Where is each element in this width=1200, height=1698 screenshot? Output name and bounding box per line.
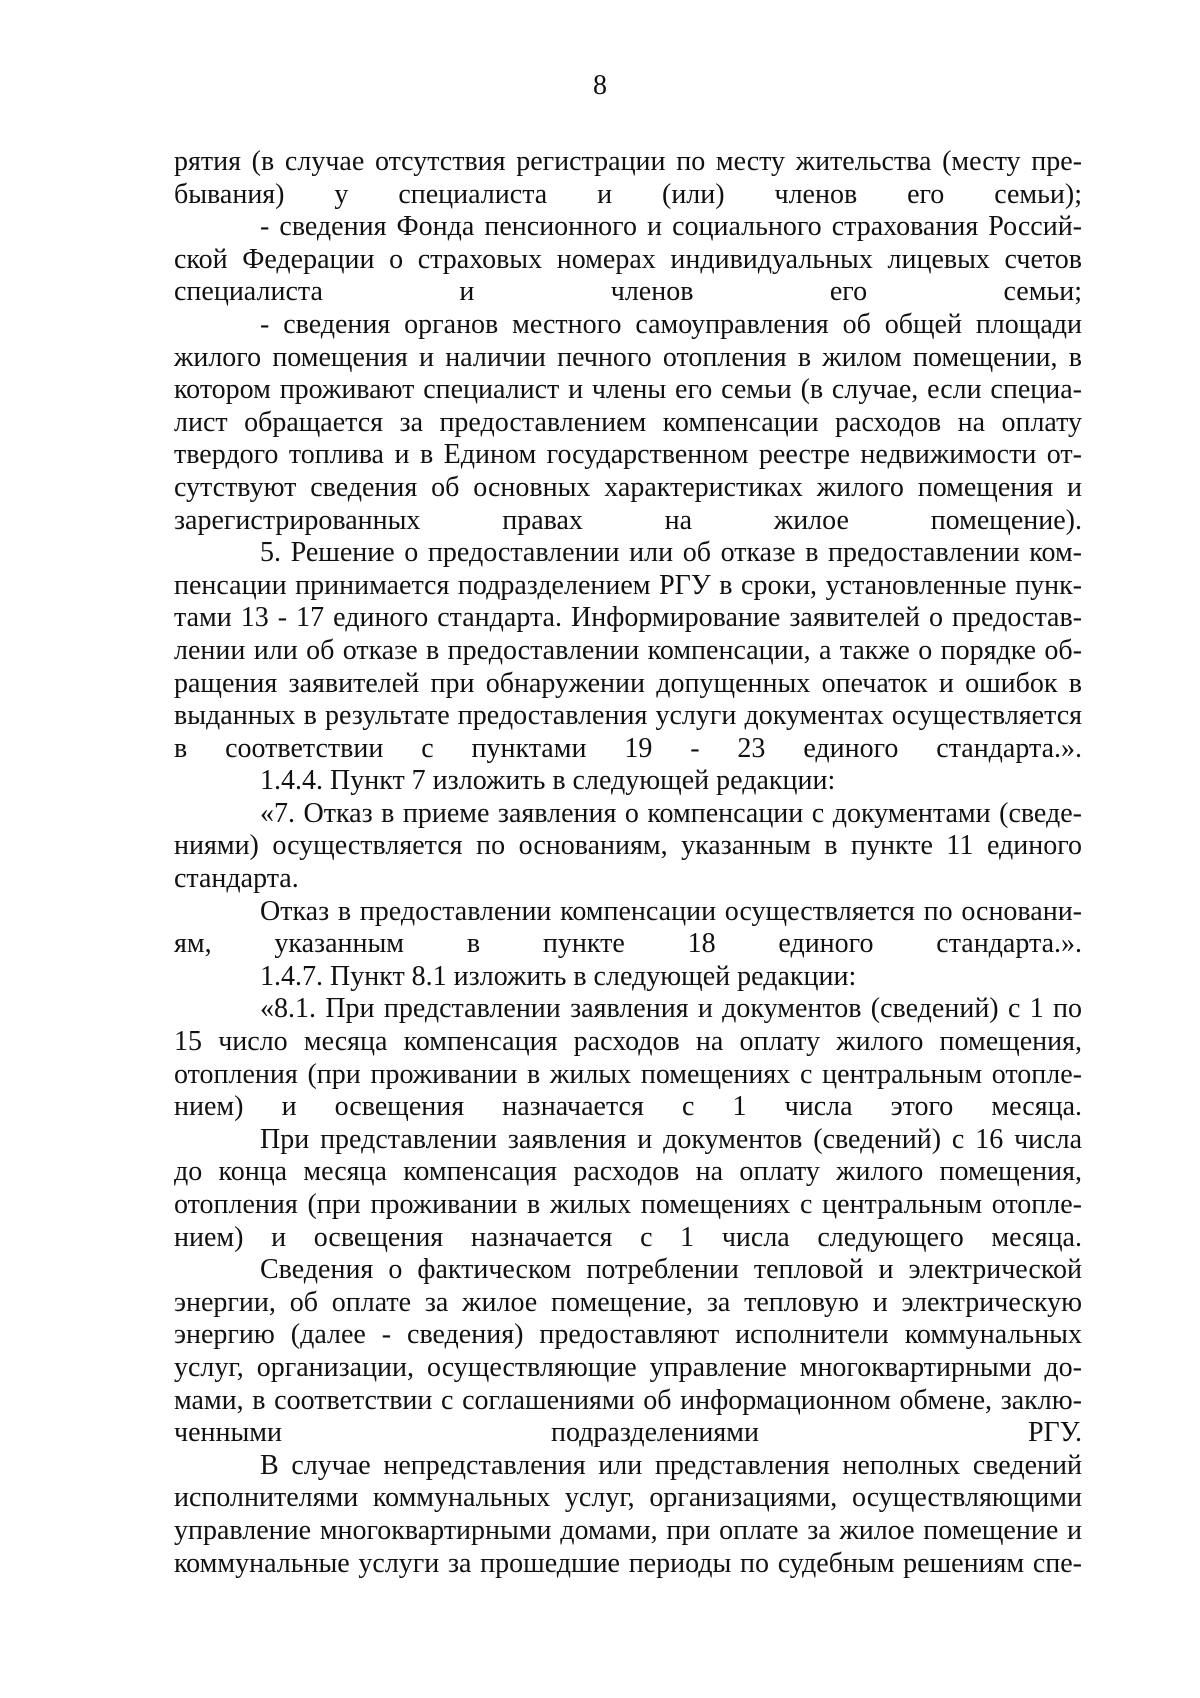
text-line: услуг, организации, осуществляющие управление многоквартирными до- xyxy=(174,1351,1082,1383)
paragraph-local-authorities xyxy=(174,309,1082,537)
paragraph-item-5 xyxy=(174,537,1082,765)
text-line: энергию (далее - сведения) предоставляют исполнители коммунальных xyxy=(174,1319,1082,1351)
text-line: «7. Отказ в приеме заявления о компенсации с документами (сведе- xyxy=(260,797,1082,829)
paragraph-1-4-4 xyxy=(174,765,1082,798)
text-line: выданных в результате предоставления услуги документах осуществляется xyxy=(174,700,1082,732)
text-line: мами, в соответствии с соглашениями об информационном обмене, заклю- xyxy=(174,1384,1082,1416)
text-line: до конца месяца компенсация расходов на оплату жилого помещения, xyxy=(174,1156,1082,1188)
text-line: сутствуют сведения об основных характеристиках жилого помещения и xyxy=(174,471,1082,503)
text-line: лист обращается за предоставлением компенсации расходов на оплату xyxy=(174,406,1082,438)
text-line: нием) и освещения назначается с 1 числа следующего месяца. xyxy=(174,1221,1082,1253)
text-line: отопления (при проживании в жилых помещениях с центральным отопле- xyxy=(174,1189,1082,1220)
text-line: в соответствии с пунктами 19 - 23 единого стандарта.». xyxy=(174,732,1082,764)
text-line: В случае непредставления или представления неполных сведений xyxy=(260,1449,1082,1481)
paragraph-item-7 xyxy=(174,798,1082,896)
text-line: котором проживают специалист и члены его семьи (в случае, если специа- xyxy=(174,374,1082,406)
text-line: 5. Решение о предоставлении или об отказе в предоставлении ком- xyxy=(260,537,1082,569)
paragraph-consumption-info xyxy=(174,1254,1082,1450)
text-line: 15 число месяца компенсация расходов на оплату жилого помещения, xyxy=(174,1026,1082,1058)
text-line: исполнителями коммунальных услуг, организациями, осуществляющими xyxy=(174,1482,1082,1514)
text-line: Сведения о фактическом потреблении тепловой и электрической xyxy=(260,1254,1082,1286)
paragraph-from-16th xyxy=(174,1124,1082,1254)
page-number: 8 xyxy=(593,70,607,101)
text-line: - сведения Фонда пенсионного и социального страхования Россий- xyxy=(260,211,1082,243)
text-line: тами 13 - 17 единого стандарта. Информирование заявителей о предостав- xyxy=(174,602,1082,634)
text-line: нием) и освещения назначается с 1 числа этого месяца. xyxy=(174,1091,1082,1123)
text-line: коммунальные услуги за прошедшие периоды по судебным решениям спе- xyxy=(174,1547,1082,1579)
text-line: «8.1. При представлении заявления и документов (сведений) с 1 по xyxy=(260,993,1082,1025)
document-body xyxy=(174,146,1082,1580)
text-line: 1.4.7. Пункт 8.1 изложить в следующей редакции: xyxy=(260,960,857,992)
paragraph-1-4-7 xyxy=(174,961,1082,994)
text-line: - сведения органов местного самоуправления об общей площади xyxy=(260,308,1082,340)
text-line: ченными подразделениями РГУ. xyxy=(174,1417,1082,1449)
text-line: рятия (в случае отсутствия регистрации по месту жительства (месту пре- xyxy=(174,146,1082,177)
text-line: 1.4.4. Пункт 7 изложить в следующей редакции: xyxy=(260,765,836,797)
text-line: специалиста и членов его семьи; xyxy=(174,276,1082,308)
paragraph-item-8-1 xyxy=(174,993,1082,1123)
text-line: стандарта. xyxy=(174,863,299,895)
text-line: Отказ в предоставлении компенсации осуществляется по основани- xyxy=(260,895,1082,927)
text-line: зарегистрированных правах на жилое помещение). xyxy=(174,504,1082,536)
text-line: отопления (при проживании в жилых помещениях с центральным отопле- xyxy=(174,1058,1082,1090)
text-line: При представлении заявления и документов (сведений) с 16 числа xyxy=(260,1123,1082,1155)
text-line: ращения заявителей при обнаружении допущенных опечаток и ошибок в xyxy=(174,667,1082,699)
text-line: лении или об отказе в предоставлении компенсации, а также о порядке об- xyxy=(174,634,1082,666)
text-line: ской Федерации о страховых номерах индивидуальных лицевых счетов xyxy=(174,243,1082,275)
text-line: твердого топлива и в Едином государственном реестре недвижимости от- xyxy=(174,439,1082,471)
text-line: ниями) осуществляется по основаниям, указанным в пункте 11 единого xyxy=(174,830,1082,862)
text-line: ям, указанным в пункте 18 единого стандарта.». xyxy=(174,928,1082,960)
paragraph-non-submission xyxy=(174,1450,1082,1580)
paragraph-fund-info xyxy=(174,211,1082,309)
text-line: управление многоквартирными домами, при оплате за жилое помещение и xyxy=(174,1514,1082,1546)
text-line: жилого помещения и наличии печного отопления в жилом помещении, в xyxy=(174,341,1082,373)
paragraph-continuation xyxy=(174,146,1082,211)
paragraph-refusal xyxy=(174,896,1082,961)
text-line: бывания) у специалиста и (или) членов его семьи); xyxy=(174,178,1082,210)
text-line: энергии, об оплате за жилое помещение, за тепловую и электрическую xyxy=(174,1286,1082,1318)
text-line: пенсации принимается подразделением РГУ в сроки, установленные пунк- xyxy=(174,569,1082,601)
